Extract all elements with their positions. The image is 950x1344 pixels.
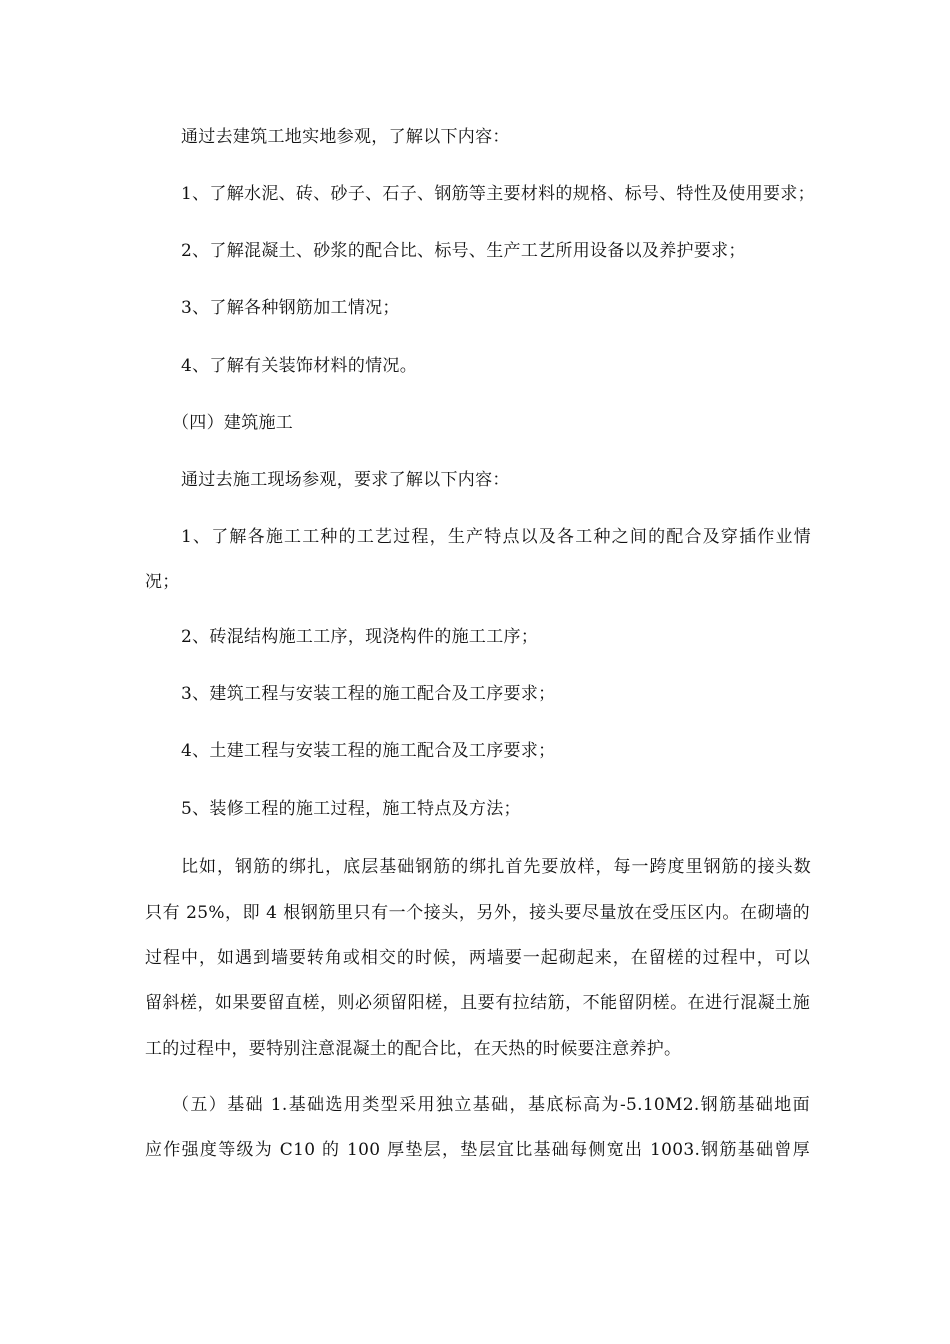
list-item-materials: 1、了解水泥、砖、砂子、石子、钢筋等主要材料的规格、标号、特性及使用要求； <box>181 184 815 204</box>
list-item-concrete-mortar: 2、了解混凝土、砂浆的配合比、标号、生产工艺所用设备以及养护要求； <box>181 241 746 261</box>
paragraph-example-line-2: 只有 25%，即 4 根钢筋里只有一个接头，另外，接头要尽量放在受压区内。在砌墙的 <box>145 903 810 923</box>
list-item-trades-process: 1、了解各施工工种的工艺过程，生产特点以及各工种之间的配合及穿插作业情 <box>181 527 811 547</box>
paragraph-example-line-1: 比如，钢筋的绑扎，底层基础钢筋的绑扎首先要放样，每一跨度里钢筋的接头数 <box>181 857 811 877</box>
section-foundation-line-2: 应作强度等级为 C10 的 100 厚垫层，垫层宜比基础每侧宽出 1003.钢筋基础曾厚 <box>145 1140 810 1160</box>
paragraph-intro-construction-visit: 通过去施工现场参观，要求了解以下内容： <box>181 470 510 490</box>
paragraph-intro-site-visit: 通过去建筑工地实地参观，了解以下内容： <box>181 127 510 147</box>
paragraph-example-line-4: 留斜槎，如果要留直槎，则必须留阳槎，且要有拉结筋，不能留阴槎。在进行混凝土施 <box>145 993 810 1013</box>
list-item-trades-process-continued: 况； <box>145 572 180 592</box>
list-item-rebar-processing: 3、了解各种钢筋加工情况； <box>181 298 400 318</box>
list-item-building-installation: 3、建筑工程与安装工程的施工配合及工序要求； <box>181 684 556 704</box>
paragraph-example-line-5: 工的过程中，要特别注意混凝土的配合比，在天热的时候要注意养护。 <box>145 1039 682 1059</box>
list-item-finishing-works: 5、装修工程的施工过程，施工特点及方法； <box>181 799 521 819</box>
section-heading-construction: （四）建筑施工 <box>172 413 294 433</box>
list-item-masonry-sequence: 2、砖混结构施工工序，现浇构件的施工工序； <box>181 627 539 647</box>
list-item-decoration-materials: 4、了解有关装饰材料的情况。 <box>181 356 418 376</box>
paragraph-example-line-3: 过程中，如遇到墙要转角或相交的时候，两墙要一起砌起来，在留槎的过程中，可以 <box>145 948 810 968</box>
section-foundation-line-1: （五）基础 1.基础选用类型采用独立基础，基底标高为-5.10M2.钢筋基础地面 <box>172 1095 810 1115</box>
list-item-civil-installation: 4、土建工程与安装工程的施工配合及工序要求； <box>181 741 556 761</box>
